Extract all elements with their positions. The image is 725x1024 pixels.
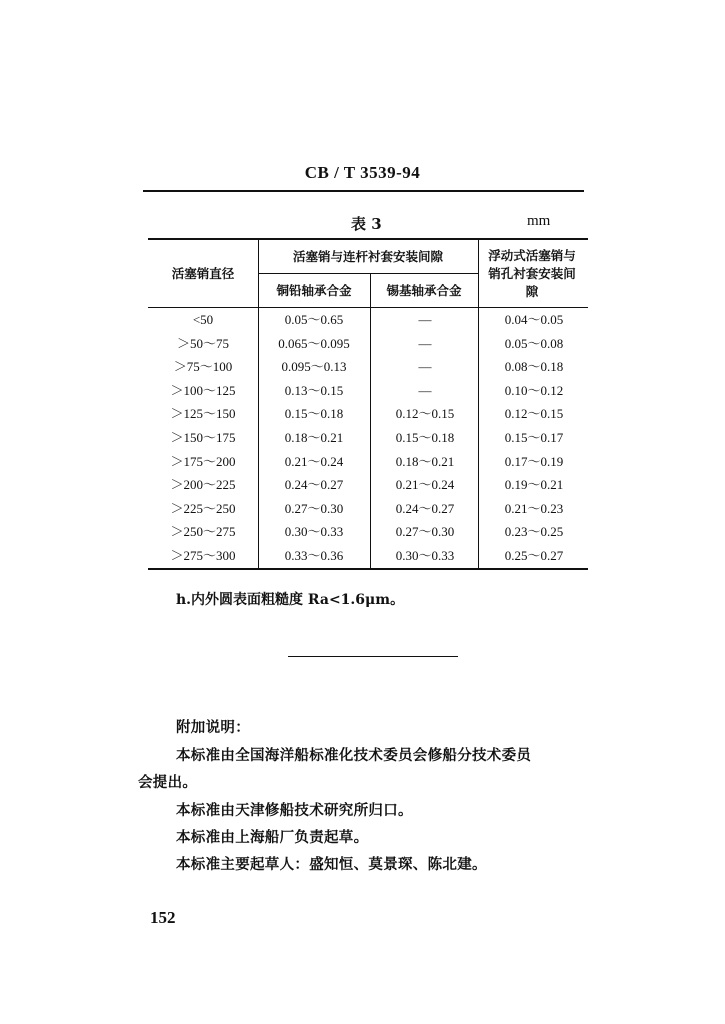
cell-copper-lead: 0.18～0.21 [284,430,344,445]
appendix-paragraph-1-line-1: 本标准由全国海洋船标准化技术委员会修船分技术委员 [176,747,532,764]
cell-diameter: ＞50～75 [176,335,229,351]
appendix-heading: 附加说明： [176,719,250,736]
table-row [148,473,588,497]
appendix-paragraph-3: 本标准由上海船厂负责起草。 [176,829,369,846]
header-floating: 浮动式活塞销与销孔衬套安装间隙 [488,247,576,299]
table-row [148,426,588,450]
table-row [148,520,588,544]
cell-tin-based: 0.30～0.33 [395,548,455,563]
cell-floating: 0.19～0.21 [504,477,564,493]
table-title: 表 3 [351,215,382,233]
cell-floating: 0.25～0.27 [504,548,564,563]
cell-diameter: ＞225～250 [170,500,236,516]
table-row [148,544,588,568]
cell-tin-based: — [418,382,432,398]
cell-floating: 0.23～0.25 [504,524,564,540]
col-divider-3 [478,239,479,569]
cell-diameter: ＞75～100 [173,359,233,375]
cell-floating: 0.10～0.12 [504,382,564,398]
cell-tin-based: — [418,335,432,351]
cell-floating: 0.04～0.05 [504,312,564,327]
cell-tin-based: 0.21～0.24 [395,477,455,493]
table-bottom-rule [148,568,588,570]
header-diameter: 活塞销直径 [171,265,235,281]
cell-diameter: ＞175～200 [170,453,236,469]
cell-floating: 0.08～0.18 [504,359,564,375]
table-row [148,497,588,521]
cell-diameter: ＞275～300 [170,548,236,563]
table-row [148,308,588,332]
col-divider-1 [258,239,259,569]
cell-copper-lead: 0.095～0.13 [281,359,347,375]
standard-code-header: CB / T 3539-94 [304,163,421,182]
cell-diameter: ＞250～275 [170,524,236,540]
table-row [148,332,588,356]
header-rod-group: 活塞销与连杆衬套安装间隙 [292,248,443,264]
cell-tin-based: — [418,312,432,327]
header-copper-lead: 铜铅轴承合金 [276,282,352,298]
appendix-paragraph-4: 本标准主要起草人：盛知恒、莫景琛、陈北建。 [176,856,487,873]
table-row [148,355,588,379]
cell-copper-lead: 0.27～0.30 [284,500,344,516]
cell-copper-lead: 0.13～0.15 [284,382,344,398]
col-divider-2 [370,273,371,569]
page-number: 152 [150,908,176,927]
cell-copper-lead: 0.05～0.65 [284,312,344,327]
cell-tin-based: 0.18～0.21 [395,453,455,469]
cell-floating: 0.21～0.23 [504,500,564,516]
section-divider [288,656,458,657]
cell-copper-lead: 0.15～0.18 [284,406,344,422]
cell-floating: 0.05～0.08 [504,335,564,351]
cell-diameter: ＞100～125 [170,382,236,398]
appendix-paragraph-2: 本标准由天津修船技术研究所归口。 [176,802,413,819]
surface-roughness-note: h.内外圆表面粗糙度 Ra<1.6μm。 [176,592,405,608]
cell-diameter: <50 [192,312,214,327]
cell-tin-based: 0.24～0.27 [395,500,455,516]
cell-copper-lead: 0.065～0.095 [278,335,350,351]
table-unit: mm [527,213,551,229]
cell-diameter: ＞200～225 [170,477,236,493]
cell-tin-based: 0.12～0.15 [395,406,455,422]
table-top-rule [148,238,588,240]
cell-copper-lead: 0.30～0.33 [284,524,344,540]
table-row [148,402,588,426]
header-bottom-rule [148,307,588,308]
cell-floating: 0.17～0.19 [504,453,564,469]
table-row [148,379,588,403]
cell-diameter: ＞125～150 [170,406,236,422]
cell-copper-lead: 0.33～0.36 [284,548,344,563]
appendix-paragraph-1-line-2: 会提出。 [138,774,198,791]
header-mid-rule [258,273,478,274]
cell-copper-lead: 0.24～0.27 [284,477,344,493]
cell-tin-based: 0.15～0.18 [395,430,455,445]
cell-tin-based: — [418,359,432,375]
cell-floating: 0.12～0.15 [504,406,564,422]
table-row [148,450,588,474]
header-tin-based: 锡基轴承合金 [386,282,462,298]
cell-copper-lead: 0.21～0.24 [284,453,344,469]
cell-floating: 0.15～0.17 [504,430,564,445]
header-rule [143,190,584,192]
cell-diameter: ＞150～175 [170,430,236,445]
cell-tin-based: 0.27～0.30 [395,524,455,540]
